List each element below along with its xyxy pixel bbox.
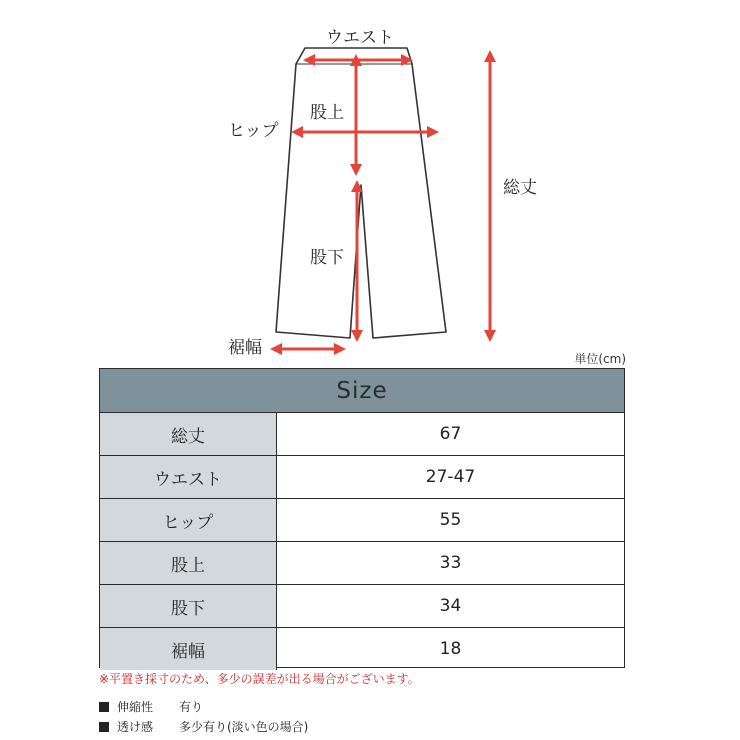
- spec-value: 有り: [179, 700, 204, 714]
- hem-label: 裾幅: [228, 338, 262, 358]
- row-value-waist: 27-47: [425, 467, 476, 487]
- size-table: [99, 368, 625, 668]
- hem-arrowhead-left: [270, 343, 282, 355]
- pants-measurement-diagram: [0, 0, 740, 360]
- unit-label: 単位(cm): [574, 352, 626, 366]
- size-table-header: Size: [100, 369, 624, 413]
- spec-key: 伸縮性: [117, 700, 154, 714]
- spec-stretch: [99, 698, 203, 715]
- row-value-total-length: 67: [439, 424, 462, 444]
- table-row: [100, 413, 624, 456]
- total-length-arrowhead-top: [484, 50, 496, 62]
- pants-outline: [276, 48, 446, 338]
- bullet-square-icon: [99, 722, 109, 732]
- row-label-total-length: 総丈: [100, 413, 277, 455]
- row-value-hem: 18: [439, 639, 462, 659]
- hip-arrowhead-right: [427, 126, 439, 138]
- row-label-waist: ウエスト: [100, 456, 277, 498]
- row-label-hip: ヒップ: [100, 499, 277, 541]
- spec-value: 多少有り(淡い色の場合): [179, 720, 309, 734]
- table-row: [100, 499, 624, 542]
- pants-illustration: [0, 0, 740, 360]
- row-value-hip: 55: [439, 510, 462, 530]
- hip-label: ヒップ: [228, 121, 279, 141]
- hem-arrowhead-right: [334, 343, 346, 355]
- inseam-arrowhead-bottom: [351, 330, 363, 342]
- row-label-hem: 裾幅: [100, 628, 277, 670]
- waist-label: ウエスト: [326, 28, 394, 48]
- table-row: [100, 542, 624, 585]
- total-length-arrowhead-bottom: [484, 330, 496, 342]
- table-row: [100, 456, 624, 499]
- row-value-inseam: 34: [439, 596, 462, 616]
- total-length-label: 総丈: [503, 178, 537, 198]
- spec-sheerness: [99, 718, 308, 735]
- rise-label: 股上: [310, 103, 344, 123]
- row-label-inseam: 股下: [100, 585, 277, 627]
- row-label-rise: 股上: [100, 542, 277, 584]
- inseam-label: 股下: [310, 248, 344, 268]
- bullet-square-icon: [99, 702, 109, 712]
- measurement-note: ※平置き採寸のため、多少の誤差が出る場合がございます。: [99, 672, 420, 686]
- table-row: [100, 585, 624, 628]
- table-row: [100, 628, 624, 670]
- spec-key: 透け感: [117, 720, 154, 734]
- row-value-rise: 33: [439, 553, 462, 573]
